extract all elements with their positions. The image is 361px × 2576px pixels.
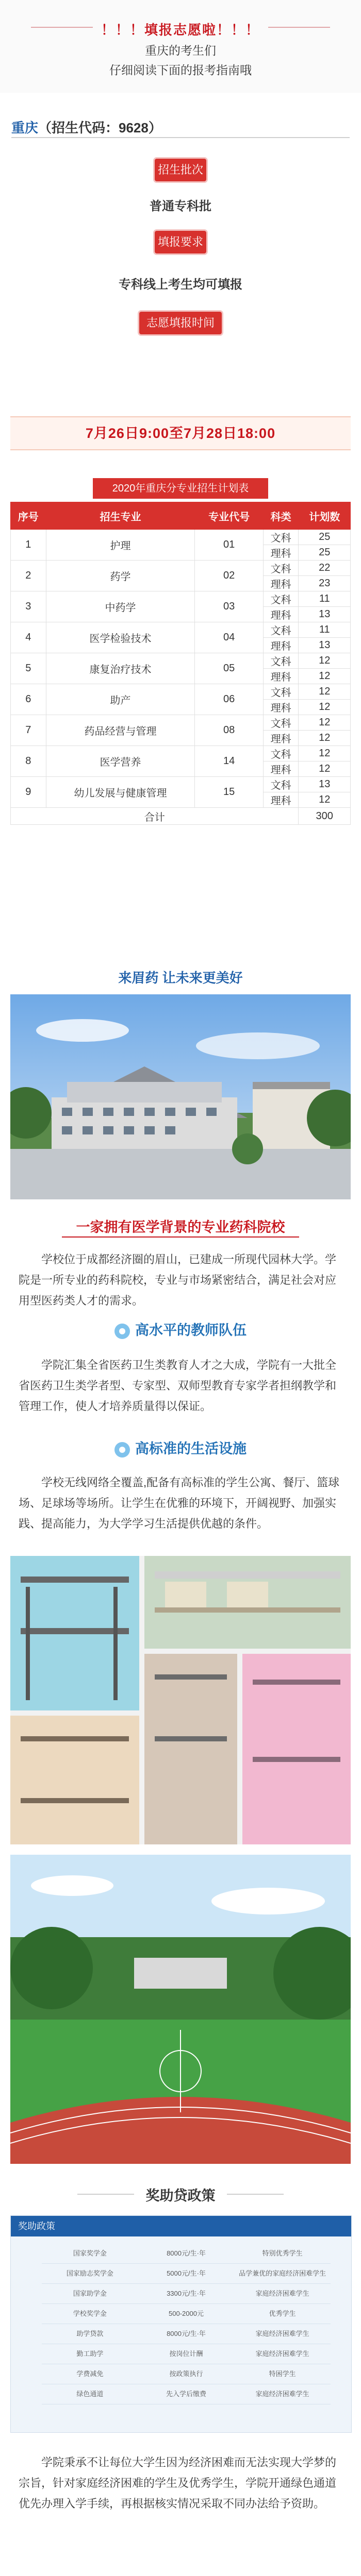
row-subject: 理科 [263, 700, 299, 715]
row-major: 康复治疗技术 [46, 653, 195, 684]
aid-cell: 8000元/生·年 [167, 2249, 206, 2257]
row-count: 12 [299, 669, 351, 684]
row-subject: 文科 [263, 591, 299, 607]
table-row [11, 622, 351, 638]
aid-row [42, 2324, 331, 2344]
row-major: 药学 [46, 561, 195, 591]
row-code: 08 [195, 715, 263, 746]
facilities-body: 学校无线网络全覆盖,配备有高标准的学生公寓、餐厅、篮球场、足球场等场所。让学生在优雅的环境下，开阔视野、加强实践、提高能力，为大学学习生活提供优越的条件。 [19, 1476, 340, 1530]
teachers-body: 学院汇集全省医药卫生类教育人才之大成，学院有一大批全省医药卫生类学者型、专家型、双师型教育专家学者担纲教学和管理工作，使人才培养质量得以保证。 [19, 1359, 337, 1413]
row-no: 1 [11, 530, 46, 561]
row-no: 7 [11, 715, 46, 746]
row-count: 12 [299, 731, 351, 746]
aid-cell: 学费减免 [76, 2370, 104, 2378]
dorm-photo-collage [10, 1556, 351, 1844]
aid-row [42, 2364, 331, 2384]
batch-button[interactable]: 招生批次 [155, 159, 206, 181]
aid-cell: 品学兼优的家庭经济困难学生 [239, 2269, 326, 2277]
facilities-title: 高标准的生活设施 [135, 1441, 247, 1456]
row-subject: 理科 [263, 669, 299, 684]
table-row [11, 684, 351, 700]
row-major: 护理 [46, 530, 195, 561]
batch-text: 普通专科批 [150, 199, 211, 213]
notice-headline: ！！！填报志愿啦！！！ [101, 22, 260, 38]
intro-underline [62, 1236, 299, 1238]
row-no: 5 [11, 653, 46, 684]
table-header-row [11, 502, 351, 530]
row-code: 01 [195, 530, 263, 561]
province-heading [11, 117, 162, 137]
row-subject: 文科 [263, 653, 299, 669]
row-major: 助产 [46, 684, 195, 715]
aid-cell: 特别优秀学生 [262, 2249, 303, 2257]
row-major: 医学营养 [46, 746, 195, 777]
flower-icon [114, 1324, 130, 1339]
row-no: 3 [11, 591, 46, 622]
intro-body: 学校位于成都经济圈的眉山，已建成一所现代园林大学。学院是一所专业的药科院校，专业与市场紧密结合，满足社会对应用型医药类人才的需求。 [19, 1253, 337, 1307]
row-subject: 理科 [263, 792, 299, 808]
row-count: 11 [299, 622, 351, 638]
table-row [11, 777, 351, 792]
aid-body: 学院秉承不让每位大学生因为经济困难而无法实现大学梦的宗旨，针对家庭经济困难的学生及优秀学生，学院开通绿色通道优先办理入学手续，再根据核实情况采取不同办法给予资助。 [19, 2456, 337, 2510]
table-row [11, 591, 351, 607]
aid-divider-right [227, 2194, 284, 2195]
row-code: 14 [195, 746, 263, 777]
row-major: 幼儿发展与健康管理 [46, 777, 195, 808]
aid-cell: 绿色通道 [76, 2390, 104, 2398]
notice-line-3: 仔细阅读下面的报考指南哦 [109, 63, 252, 77]
aid-cell: 助学贷款 [76, 2330, 104, 2337]
total-label: 合计 [11, 808, 299, 825]
row-code: 06 [195, 684, 263, 715]
teachers-title-wrap [0, 1319, 361, 1339]
aid-row [42, 2244, 331, 2264]
row-major: 药品经营与管理 [46, 715, 195, 746]
aid-cell: 5000元/生·年 [167, 2269, 206, 2277]
row-subject: 文科 [263, 715, 299, 731]
notice-banner [0, 0, 361, 93]
row-no: 2 [11, 561, 46, 591]
row-subject: 理科 [263, 576, 299, 591]
row-code: 15 [195, 777, 263, 808]
aid-row [42, 2384, 331, 2404]
header-code: 专业代号 [195, 502, 263, 530]
flower-icon [114, 1442, 130, 1458]
row-subject: 文科 [263, 561, 299, 576]
header-count: 计划数 [299, 502, 351, 530]
header-subject: 科类 [263, 502, 299, 530]
time-button[interactable]: 志愿填报时间 [139, 312, 222, 334]
notice-line-2: 重庆的考生们 [145, 44, 216, 57]
guide-button[interactable]: 填报要求 [155, 231, 206, 253]
row-count: 12 [299, 761, 351, 777]
row-subject: 文科 [263, 622, 299, 638]
row-subject: 理科 [263, 607, 299, 622]
row-count: 12 [299, 700, 351, 715]
aid-row [42, 2284, 331, 2304]
enrollment-plan-table [10, 502, 351, 825]
province-code: （招生代码：9628） [38, 120, 162, 135]
total-value: 300 [299, 808, 351, 825]
row-count: 13 [299, 607, 351, 622]
row-subject: 文科 [263, 777, 299, 792]
aid-cell: 学校奖学金 [73, 2310, 107, 2317]
aid-cell: 勤工助学 [76, 2350, 104, 2358]
province-name: 重庆 [11, 120, 39, 135]
teachers-title: 高水平的教师队伍 [135, 1323, 247, 1338]
intro-title: 一家拥有医学背景的专业药科院校 [76, 1219, 285, 1235]
row-subject: 文科 [263, 746, 299, 761]
row-subject: 理科 [263, 761, 299, 777]
row-code: 02 [195, 561, 263, 591]
row-subject: 文科 [263, 684, 299, 700]
row-count: 12 [299, 715, 351, 731]
aid-row [42, 2344, 331, 2364]
fill-time-text: 7月26日9:00至7月28日18:00 [85, 426, 276, 441]
row-no: 9 [11, 777, 46, 808]
aid-row [42, 2304, 331, 2324]
row-count: 12 [299, 653, 351, 669]
aid-cell: 家庭经济困难学生 [255, 2290, 309, 2297]
aid-cell: 国家奖学金 [73, 2249, 107, 2257]
aid-cell: 国家助学金 [73, 2290, 107, 2297]
aid-cell: 3300元/生·年 [167, 2290, 206, 2297]
aid-policy-table [10, 2215, 352, 2433]
aid-row [42, 2264, 331, 2284]
aid-cell: 500-2000元 [169, 2310, 204, 2317]
table-row [11, 653, 351, 669]
row-count: 12 [299, 792, 351, 808]
aid-table-head: 奖助政策 [11, 2216, 351, 2236]
row-count: 25 [299, 545, 351, 561]
row-subject: 文科 [263, 530, 299, 545]
row-code: 05 [195, 653, 263, 684]
row-code: 04 [195, 622, 263, 653]
aid-cell: 国家励志奖学金 [66, 2269, 113, 2277]
row-no: 4 [11, 622, 46, 653]
aid-cell: 家庭经济困难学生 [255, 2330, 309, 2337]
row-no: 6 [11, 684, 46, 715]
table-row [11, 746, 351, 761]
table-row [11, 561, 351, 576]
row-count: 23 [299, 576, 351, 591]
aid-grid [42, 2244, 331, 2404]
aid-cell: 按政策执行 [169, 2370, 203, 2378]
facilities-title-wrap [0, 1437, 361, 1458]
plan-caption: 2020年重庆分专业招生计划表 [93, 478, 268, 499]
row-count: 11 [299, 591, 351, 607]
aid-cell: 8000元/生·年 [167, 2330, 206, 2337]
aid-divider-left [77, 2194, 134, 2195]
row-major: 中药学 [46, 591, 195, 622]
campus-photo [10, 994, 351, 1199]
row-count: 13 [299, 638, 351, 653]
sports-field-photo [10, 1855, 351, 2164]
fill-time-band [10, 416, 351, 450]
row-major: 医学检验技术 [46, 622, 195, 653]
row-subject: 理科 [263, 638, 299, 653]
aid-cell: 家庭经济困难学生 [255, 2350, 309, 2358]
aid-title: 奖助贷政策 [145, 2188, 216, 2204]
row-count: 25 [299, 530, 351, 545]
row-subject: 理科 [263, 545, 299, 561]
header-no: 序号 [11, 502, 46, 530]
table-total-row [11, 808, 351, 825]
header-major: 招生专业 [46, 502, 195, 530]
row-count: 13 [299, 777, 351, 792]
aid-cell: 优秀学生 [269, 2310, 296, 2317]
aid-cell: 特困学生 [269, 2370, 296, 2378]
row-count: 22 [299, 561, 351, 576]
row-no: 8 [11, 746, 46, 777]
row-count: 12 [299, 684, 351, 700]
row-code: 03 [195, 591, 263, 622]
table-row [11, 530, 351, 545]
guide-text: 专科线上考生均可填报 [119, 278, 242, 292]
table-row [11, 715, 351, 731]
row-count: 12 [299, 746, 351, 761]
row-subject: 理科 [263, 731, 299, 746]
province-divider [11, 137, 350, 138]
slogan: 来眉药 让未来更美好 [118, 970, 243, 986]
aid-cell: 先入学后缴费 [166, 2390, 207, 2398]
aid-cell: 家庭经济困难学生 [255, 2390, 309, 2398]
aid-cell: 按岗位计酬 [169, 2350, 203, 2358]
